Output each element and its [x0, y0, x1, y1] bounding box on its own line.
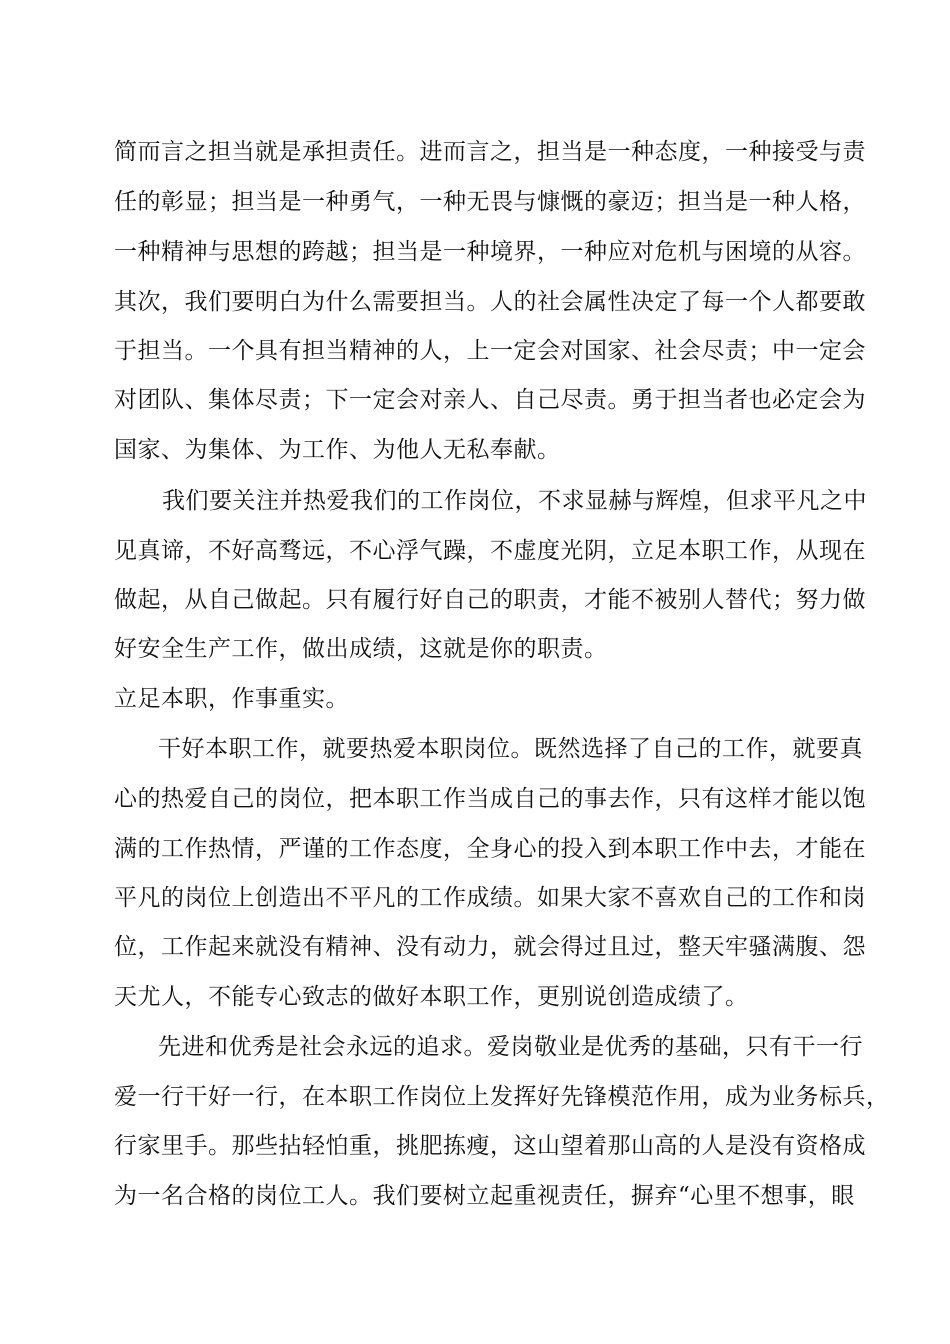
text-line: 见真谛，不好高骛远，不心浮气躁，不虚度光阴，立足本职工作，从现在 — [114, 538, 866, 564]
text-line: 干好本职工作，就要热爱本职岗位。既然选择了自己的工作，就要真 — [158, 736, 863, 762]
text-line: 满的工作热情，严谨的工作态度，全身心的投入到本职工作中去，才能在 — [114, 836, 866, 862]
text-line: 于担当。一个具有担当精神的人，上一定会对国家、社会尽责；中一定会 — [114, 338, 866, 364]
text-line: 平凡的岗位上创造出不平凡的工作成绩。如果大家不喜欢自己的工作和岗 — [114, 885, 866, 911]
text-line: 一种精神与思想的跨越；担当是一种境界，一种应对危机与困境的从容。 — [114, 239, 866, 265]
text-line: 好安全生产工作，做出成绩，这就是你的职责。 — [114, 636, 608, 662]
text-line: 为一名合格的岗位工人。我们要树立起重视责任，摒弃“心里不想事，眼 — [114, 1183, 855, 1209]
text-line: 对团队、集体尽责；下一定会对亲人、自己尽责。勇于担当者也必定会为 — [114, 387, 866, 413]
text-line: 爱一行干好一行，在本职工作岗位上发挥好先锋模范作用，成为业务标兵， — [114, 1084, 890, 1110]
text-line: 国家、为集体、为工作、为他人无私奉献。 — [114, 437, 561, 463]
text-line: 任的彰显；担当是一种勇气，一种无畏与慷慨的豪迈；担当是一种人格， — [114, 189, 866, 215]
section-heading: 立足本职，作事重实。 — [114, 686, 349, 712]
text-line: 心的热爱自己的岗位，把本职工作当成自己的事去作，只有这样才能以饱 — [114, 786, 866, 812]
text-line: 简而言之担当就是承担责任。进而言之，担当是一种态度，一种接受与责 — [114, 139, 866, 165]
text-line: 我们要关注并热爱我们的工作岗位，不求显赫与辉煌，但求平凡之中 — [162, 488, 867, 514]
text-line: 先进和优秀是社会永远的追求。爱岗敬业是优秀的基础，只有干一行 — [158, 1034, 863, 1060]
text-line: 行家里手。那些拈轻怕重，挑肥拣瘦，这山望着那山高的人是没有资格成 — [114, 1133, 866, 1159]
text-line: 其次，我们要明白为什么需要担当。人的社会属性决定了每一个人都要敢 — [114, 289, 866, 315]
text-line: 天尤人，不能专心致志的做好本职工作，更别说创造成绩了。 — [114, 984, 749, 1010]
text-line: 位，工作起来就没有精神、没有动力，就会得过且过，整天牢骚满腹、怨 — [114, 934, 866, 960]
text-line: 做起，从自己做起。只有履行好自己的职责，才能不被别人替代；努力做 — [114, 587, 866, 613]
